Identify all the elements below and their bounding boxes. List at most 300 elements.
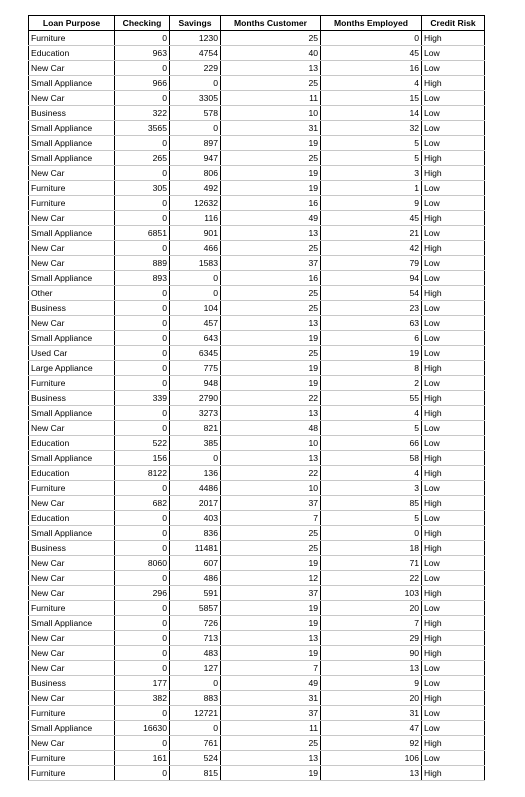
months-employed-cell[interactable]: 21: [321, 226, 422, 241]
loan-purpose-cell[interactable]: New Car: [29, 61, 115, 76]
credit-risk-cell[interactable]: Low: [422, 121, 485, 136]
credit-risk-cell[interactable]: High: [422, 586, 485, 601]
credit-risk-cell[interactable]: Low: [422, 421, 485, 436]
months-employed-cell[interactable]: 103: [321, 586, 422, 601]
loan-purpose-cell[interactable]: New Car: [29, 556, 115, 571]
months-customer-cell[interactable]: 13: [221, 631, 321, 646]
savings-cell[interactable]: 4754: [170, 46, 221, 61]
credit-risk-cell[interactable]: Low: [422, 556, 485, 571]
credit-risk-cell[interactable]: High: [422, 361, 485, 376]
months-customer-cell[interactable]: 31: [221, 691, 321, 706]
months-customer-cell[interactable]: 25: [221, 526, 321, 541]
checking-cell[interactable]: 0: [115, 331, 170, 346]
checking-cell[interactable]: 0: [115, 241, 170, 256]
savings-cell[interactable]: 0: [170, 121, 221, 136]
loan-purpose-cell[interactable]: Small Appliance: [29, 406, 115, 421]
months-customer-cell[interactable]: 13: [221, 451, 321, 466]
months-customer-cell[interactable]: 19: [221, 376, 321, 391]
loan-purpose-cell[interactable]: Education: [29, 436, 115, 451]
months-employed-cell[interactable]: 4: [321, 406, 422, 421]
loan-purpose-cell[interactable]: Business: [29, 676, 115, 691]
credit-risk-cell[interactable]: High: [422, 286, 485, 301]
savings-cell[interactable]: 726: [170, 616, 221, 631]
savings-cell[interactable]: 578: [170, 106, 221, 121]
savings-cell[interactable]: 607: [170, 556, 221, 571]
savings-cell[interactable]: 0: [170, 451, 221, 466]
checking-cell[interactable]: 156: [115, 451, 170, 466]
months-customer-cell[interactable]: 10: [221, 106, 321, 121]
months-employed-cell[interactable]: 90: [321, 646, 422, 661]
months-customer-cell[interactable]: 19: [221, 601, 321, 616]
savings-cell[interactable]: 775: [170, 361, 221, 376]
checking-cell[interactable]: 0: [115, 481, 170, 496]
savings-cell[interactable]: 104: [170, 301, 221, 316]
loan-purpose-cell[interactable]: Used Car: [29, 346, 115, 361]
checking-cell[interactable]: 0: [115, 631, 170, 646]
savings-cell[interactable]: 836: [170, 526, 221, 541]
loan-purpose-cell[interactable]: Furniture: [29, 181, 115, 196]
months-employed-cell[interactable]: 4: [321, 76, 422, 91]
loan-purpose-cell[interactable]: Business: [29, 391, 115, 406]
months-employed-cell[interactable]: 14: [321, 106, 422, 121]
checking-cell[interactable]: 382: [115, 691, 170, 706]
loan-purpose-cell[interactable]: Furniture: [29, 706, 115, 721]
credit-risk-cell[interactable]: Low: [422, 271, 485, 286]
credit-risk-cell[interactable]: Low: [422, 91, 485, 106]
loan-purpose-cell[interactable]: New Car: [29, 256, 115, 271]
months-customer-cell[interactable]: 48: [221, 421, 321, 436]
months-customer-cell[interactable]: 19: [221, 766, 321, 781]
credit-risk-cell[interactable]: High: [422, 691, 485, 706]
credit-risk-cell[interactable]: Low: [422, 346, 485, 361]
checking-cell[interactable]: 0: [115, 166, 170, 181]
loan-purpose-cell[interactable]: Business: [29, 541, 115, 556]
months-employed-cell[interactable]: 45: [321, 211, 422, 226]
savings-cell[interactable]: 1583: [170, 256, 221, 271]
months-customer-cell[interactable]: 13: [221, 406, 321, 421]
savings-cell[interactable]: 815: [170, 766, 221, 781]
months-employed-cell[interactable]: 20: [321, 601, 422, 616]
checking-cell[interactable]: 6851: [115, 226, 170, 241]
header-months-employed[interactable]: Months Employed: [321, 16, 422, 31]
loan-purpose-cell[interactable]: Small Appliance: [29, 151, 115, 166]
credit-risk-cell[interactable]: High: [422, 31, 485, 46]
months-customer-cell[interactable]: 19: [221, 136, 321, 151]
months-customer-cell[interactable]: 10: [221, 481, 321, 496]
savings-cell[interactable]: 821: [170, 421, 221, 436]
loan-purpose-cell[interactable]: Small Appliance: [29, 526, 115, 541]
months-employed-cell[interactable]: 15: [321, 91, 422, 106]
savings-cell[interactable]: 12632: [170, 196, 221, 211]
months-customer-cell[interactable]: 25: [221, 241, 321, 256]
checking-cell[interactable]: 0: [115, 706, 170, 721]
savings-cell[interactable]: 116: [170, 211, 221, 226]
checking-cell[interactable]: 0: [115, 91, 170, 106]
savings-cell[interactable]: 483: [170, 646, 221, 661]
months-customer-cell[interactable]: 19: [221, 181, 321, 196]
checking-cell[interactable]: 0: [115, 196, 170, 211]
months-customer-cell[interactable]: 13: [221, 61, 321, 76]
loan-purpose-cell[interactable]: New Car: [29, 586, 115, 601]
months-employed-cell[interactable]: 5: [321, 421, 422, 436]
header-months-customer[interactable]: Months Customer: [221, 16, 321, 31]
loan-purpose-cell[interactable]: Furniture: [29, 481, 115, 496]
months-employed-cell[interactable]: 3: [321, 166, 422, 181]
credit-risk-cell[interactable]: High: [422, 451, 485, 466]
months-employed-cell[interactable]: 13: [321, 766, 422, 781]
months-employed-cell[interactable]: 66: [321, 436, 422, 451]
savings-cell[interactable]: 591: [170, 586, 221, 601]
checking-cell[interactable]: 0: [115, 511, 170, 526]
checking-cell[interactable]: 16630: [115, 721, 170, 736]
checking-cell[interactable]: 339: [115, 391, 170, 406]
loan-purpose-cell[interactable]: Education: [29, 466, 115, 481]
savings-cell[interactable]: 6345: [170, 346, 221, 361]
credit-risk-cell[interactable]: Low: [422, 136, 485, 151]
checking-cell[interactable]: 0: [115, 136, 170, 151]
loan-purpose-cell[interactable]: Small Appliance: [29, 616, 115, 631]
savings-cell[interactable]: 1230: [170, 31, 221, 46]
months-customer-cell[interactable]: 19: [221, 166, 321, 181]
checking-cell[interactable]: 0: [115, 31, 170, 46]
months-employed-cell[interactable]: 63: [321, 316, 422, 331]
months-employed-cell[interactable]: 23: [321, 301, 422, 316]
checking-cell[interactable]: 0: [115, 646, 170, 661]
months-employed-cell[interactable]: 45: [321, 46, 422, 61]
checking-cell[interactable]: 966: [115, 76, 170, 91]
savings-cell[interactable]: 127: [170, 661, 221, 676]
months-customer-cell[interactable]: 16: [221, 271, 321, 286]
months-employed-cell[interactable]: 0: [321, 31, 422, 46]
checking-cell[interactable]: 0: [115, 61, 170, 76]
checking-cell[interactable]: 0: [115, 736, 170, 751]
credit-risk-cell[interactable]: High: [422, 616, 485, 631]
credit-risk-cell[interactable]: High: [422, 391, 485, 406]
credit-risk-cell[interactable]: Low: [422, 601, 485, 616]
checking-cell[interactable]: 296: [115, 586, 170, 601]
loan-purpose-cell[interactable]: Furniture: [29, 31, 115, 46]
savings-cell[interactable]: 883: [170, 691, 221, 706]
months-employed-cell[interactable]: 5: [321, 151, 422, 166]
loan-purpose-cell[interactable]: New Car: [29, 166, 115, 181]
checking-cell[interactable]: 682: [115, 496, 170, 511]
savings-cell[interactable]: 403: [170, 511, 221, 526]
credit-risk-cell[interactable]: Low: [422, 511, 485, 526]
credit-risk-cell[interactable]: Low: [422, 106, 485, 121]
months-employed-cell[interactable]: 94: [321, 271, 422, 286]
months-employed-cell[interactable]: 9: [321, 676, 422, 691]
months-customer-cell[interactable]: 49: [221, 211, 321, 226]
loan-purpose-cell[interactable]: Furniture: [29, 751, 115, 766]
months-customer-cell[interactable]: 19: [221, 331, 321, 346]
months-customer-cell[interactable]: 13: [221, 226, 321, 241]
credit-risk-cell[interactable]: High: [422, 76, 485, 91]
savings-cell[interactable]: 761: [170, 736, 221, 751]
months-customer-cell[interactable]: 13: [221, 316, 321, 331]
savings-cell[interactable]: 524: [170, 751, 221, 766]
checking-cell[interactable]: 0: [115, 211, 170, 226]
credit-risk-cell[interactable]: Low: [422, 661, 485, 676]
checking-cell[interactable]: 305: [115, 181, 170, 196]
checking-cell[interactable]: 0: [115, 541, 170, 556]
loan-purpose-cell[interactable]: New Car: [29, 661, 115, 676]
months-customer-cell[interactable]: 37: [221, 706, 321, 721]
savings-cell[interactable]: 0: [170, 721, 221, 736]
savings-cell[interactable]: 5857: [170, 601, 221, 616]
months-customer-cell[interactable]: 7: [221, 661, 321, 676]
credit-risk-cell[interactable]: Low: [422, 316, 485, 331]
months-employed-cell[interactable]: 9: [321, 196, 422, 211]
credit-risk-cell[interactable]: High: [422, 151, 485, 166]
months-customer-cell[interactable]: 25: [221, 151, 321, 166]
header-credit-risk[interactable]: Credit Risk: [422, 16, 485, 31]
savings-cell[interactable]: 3305: [170, 91, 221, 106]
loan-purpose-cell[interactable]: Business: [29, 106, 115, 121]
loan-purpose-cell[interactable]: Small Appliance: [29, 721, 115, 736]
months-customer-cell[interactable]: 11: [221, 721, 321, 736]
savings-cell[interactable]: 0: [170, 76, 221, 91]
months-customer-cell[interactable]: 25: [221, 76, 321, 91]
months-employed-cell[interactable]: 3: [321, 481, 422, 496]
months-customer-cell[interactable]: 25: [221, 346, 321, 361]
header-checking[interactable]: Checking: [115, 16, 170, 31]
months-customer-cell[interactable]: 49: [221, 676, 321, 691]
months-customer-cell[interactable]: 40: [221, 46, 321, 61]
months-employed-cell[interactable]: 32: [321, 121, 422, 136]
months-customer-cell[interactable]: 19: [221, 616, 321, 631]
months-customer-cell[interactable]: 11: [221, 91, 321, 106]
months-employed-cell[interactable]: 1: [321, 181, 422, 196]
savings-cell[interactable]: 0: [170, 286, 221, 301]
credit-risk-cell[interactable]: High: [422, 211, 485, 226]
months-customer-cell[interactable]: 22: [221, 466, 321, 481]
months-customer-cell[interactable]: 19: [221, 556, 321, 571]
months-employed-cell[interactable]: 5: [321, 511, 422, 526]
credit-risk-cell[interactable]: High: [422, 526, 485, 541]
months-employed-cell[interactable]: 54: [321, 286, 422, 301]
loan-purpose-cell[interactable]: Small Appliance: [29, 226, 115, 241]
checking-cell[interactable]: 0: [115, 766, 170, 781]
checking-cell[interactable]: 0: [115, 346, 170, 361]
credit-risk-cell[interactable]: High: [422, 406, 485, 421]
credit-risk-cell[interactable]: Low: [422, 256, 485, 271]
months-employed-cell[interactable]: 55: [321, 391, 422, 406]
months-customer-cell[interactable]: 10: [221, 436, 321, 451]
months-customer-cell[interactable]: 13: [221, 751, 321, 766]
credit-risk-cell[interactable]: Low: [422, 301, 485, 316]
loan-purpose-cell[interactable]: Furniture: [29, 376, 115, 391]
savings-cell[interactable]: 3273: [170, 406, 221, 421]
savings-cell[interactable]: 806: [170, 166, 221, 181]
checking-cell[interactable]: 265: [115, 151, 170, 166]
credit-risk-cell[interactable]: High: [422, 631, 485, 646]
savings-cell[interactable]: 901: [170, 226, 221, 241]
months-customer-cell[interactable]: 19: [221, 646, 321, 661]
credit-risk-cell[interactable]: Low: [422, 571, 485, 586]
savings-cell[interactable]: 4486: [170, 481, 221, 496]
credit-risk-cell[interactable]: Low: [422, 61, 485, 76]
checking-cell[interactable]: 522: [115, 436, 170, 451]
savings-cell[interactable]: 2017: [170, 496, 221, 511]
credit-risk-cell[interactable]: High: [422, 466, 485, 481]
savings-cell[interactable]: 466: [170, 241, 221, 256]
checking-cell[interactable]: 0: [115, 376, 170, 391]
credit-risk-cell[interactable]: High: [422, 241, 485, 256]
loan-purpose-cell[interactable]: Education: [29, 511, 115, 526]
months-customer-cell[interactable]: 37: [221, 496, 321, 511]
savings-cell[interactable]: 0: [170, 676, 221, 691]
credit-risk-cell[interactable]: Low: [422, 751, 485, 766]
loan-purpose-cell[interactable]: New Car: [29, 631, 115, 646]
loan-purpose-cell[interactable]: Education: [29, 46, 115, 61]
savings-cell[interactable]: 948: [170, 376, 221, 391]
months-customer-cell[interactable]: 37: [221, 586, 321, 601]
loan-purpose-cell[interactable]: New Car: [29, 646, 115, 661]
months-employed-cell[interactable]: 0: [321, 526, 422, 541]
loan-purpose-cell[interactable]: Furniture: [29, 766, 115, 781]
checking-cell[interactable]: 322: [115, 106, 170, 121]
credit-risk-cell[interactable]: High: [422, 541, 485, 556]
loan-purpose-cell[interactable]: New Car: [29, 91, 115, 106]
savings-cell[interactable]: 136: [170, 466, 221, 481]
months-employed-cell[interactable]: 92: [321, 736, 422, 751]
loan-purpose-cell[interactable]: Small Appliance: [29, 271, 115, 286]
months-employed-cell[interactable]: 7: [321, 616, 422, 631]
checking-cell[interactable]: 177: [115, 676, 170, 691]
months-employed-cell[interactable]: 106: [321, 751, 422, 766]
loan-purpose-cell[interactable]: Small Appliance: [29, 451, 115, 466]
credit-risk-cell[interactable]: Low: [422, 436, 485, 451]
loan-purpose-cell[interactable]: Small Appliance: [29, 136, 115, 151]
months-customer-cell[interactable]: 25: [221, 736, 321, 751]
months-customer-cell[interactable]: 25: [221, 286, 321, 301]
months-employed-cell[interactable]: 16: [321, 61, 422, 76]
months-employed-cell[interactable]: 22: [321, 571, 422, 586]
months-employed-cell[interactable]: 31: [321, 706, 422, 721]
loan-purpose-cell[interactable]: Business: [29, 301, 115, 316]
header-loan-purpose[interactable]: Loan Purpose: [29, 16, 115, 31]
months-employed-cell[interactable]: 8: [321, 361, 422, 376]
loan-purpose-cell[interactable]: Furniture: [29, 601, 115, 616]
checking-cell[interactable]: 8122: [115, 466, 170, 481]
credit-risk-cell[interactable]: Low: [422, 331, 485, 346]
loan-purpose-cell[interactable]: Small Appliance: [29, 121, 115, 136]
savings-cell[interactable]: 643: [170, 331, 221, 346]
checking-cell[interactable]: 0: [115, 406, 170, 421]
loan-purpose-cell[interactable]: New Car: [29, 211, 115, 226]
checking-cell[interactable]: 963: [115, 46, 170, 61]
header-savings[interactable]: Savings: [170, 16, 221, 31]
savings-cell[interactable]: 492: [170, 181, 221, 196]
months-employed-cell[interactable]: 4: [321, 466, 422, 481]
months-customer-cell[interactable]: 7: [221, 511, 321, 526]
credit-risk-cell[interactable]: Low: [422, 46, 485, 61]
savings-cell[interactable]: 2790: [170, 391, 221, 406]
checking-cell[interactable]: 0: [115, 661, 170, 676]
loan-purpose-cell[interactable]: New Car: [29, 691, 115, 706]
credit-risk-cell[interactable]: Low: [422, 676, 485, 691]
credit-risk-cell[interactable]: Low: [422, 481, 485, 496]
months-employed-cell[interactable]: 2: [321, 376, 422, 391]
months-employed-cell[interactable]: 58: [321, 451, 422, 466]
months-employed-cell[interactable]: 18: [321, 541, 422, 556]
months-employed-cell[interactable]: 29: [321, 631, 422, 646]
loan-purpose-cell[interactable]: New Car: [29, 316, 115, 331]
checking-cell[interactable]: 889: [115, 256, 170, 271]
loan-purpose-cell[interactable]: Small Appliance: [29, 331, 115, 346]
loan-purpose-cell[interactable]: New Car: [29, 736, 115, 751]
credit-risk-cell[interactable]: Low: [422, 181, 485, 196]
loan-purpose-cell[interactable]: Furniture: [29, 196, 115, 211]
months-employed-cell[interactable]: 79: [321, 256, 422, 271]
loan-purpose-cell[interactable]: New Car: [29, 241, 115, 256]
months-customer-cell[interactable]: 16: [221, 196, 321, 211]
savings-cell[interactable]: 0: [170, 271, 221, 286]
months-employed-cell[interactable]: 42: [321, 241, 422, 256]
checking-cell[interactable]: 0: [115, 526, 170, 541]
checking-cell[interactable]: 0: [115, 421, 170, 436]
loan-purpose-cell[interactable]: Small Appliance: [29, 76, 115, 91]
checking-cell[interactable]: 0: [115, 301, 170, 316]
credit-risk-cell[interactable]: High: [422, 766, 485, 781]
savings-cell[interactable]: 947: [170, 151, 221, 166]
credit-risk-cell[interactable]: High: [422, 496, 485, 511]
months-employed-cell[interactable]: 85: [321, 496, 422, 511]
months-customer-cell[interactable]: 25: [221, 31, 321, 46]
credit-risk-cell[interactable]: Low: [422, 226, 485, 241]
months-customer-cell[interactable]: 25: [221, 301, 321, 316]
months-employed-cell[interactable]: 6: [321, 331, 422, 346]
months-customer-cell[interactable]: 31: [221, 121, 321, 136]
months-customer-cell[interactable]: 12: [221, 571, 321, 586]
months-employed-cell[interactable]: 20: [321, 691, 422, 706]
credit-risk-cell[interactable]: High: [422, 646, 485, 661]
checking-cell[interactable]: 0: [115, 616, 170, 631]
savings-cell[interactable]: 457: [170, 316, 221, 331]
savings-cell[interactable]: 385: [170, 436, 221, 451]
checking-cell[interactable]: 8060: [115, 556, 170, 571]
months-employed-cell[interactable]: 71: [321, 556, 422, 571]
loan-purpose-cell[interactable]: Other: [29, 286, 115, 301]
checking-cell[interactable]: 893: [115, 271, 170, 286]
checking-cell[interactable]: 0: [115, 571, 170, 586]
savings-cell[interactable]: 897: [170, 136, 221, 151]
credit-risk-cell[interactable]: High: [422, 736, 485, 751]
months-employed-cell[interactable]: 19: [321, 346, 422, 361]
savings-cell[interactable]: 12721: [170, 706, 221, 721]
savings-cell[interactable]: 11481: [170, 541, 221, 556]
months-customer-cell[interactable]: 25: [221, 541, 321, 556]
checking-cell[interactable]: 0: [115, 286, 170, 301]
loan-purpose-cell[interactable]: New Car: [29, 571, 115, 586]
credit-risk-cell[interactable]: High: [422, 166, 485, 181]
checking-cell[interactable]: 161: [115, 751, 170, 766]
months-employed-cell[interactable]: 5: [321, 136, 422, 151]
checking-cell[interactable]: 0: [115, 601, 170, 616]
loan-purpose-cell[interactable]: New Car: [29, 496, 115, 511]
months-customer-cell[interactable]: 22: [221, 391, 321, 406]
months-employed-cell[interactable]: 13: [321, 661, 422, 676]
months-customer-cell[interactable]: 19: [221, 361, 321, 376]
savings-cell[interactable]: 229: [170, 61, 221, 76]
checking-cell[interactable]: 3565: [115, 121, 170, 136]
months-employed-cell[interactable]: 47: [321, 721, 422, 736]
credit-risk-cell[interactable]: Low: [422, 721, 485, 736]
credit-risk-cell[interactable]: Low: [422, 196, 485, 211]
savings-cell[interactable]: 713: [170, 631, 221, 646]
checking-cell[interactable]: 0: [115, 361, 170, 376]
loan-purpose-cell[interactable]: Large Appliance: [29, 361, 115, 376]
